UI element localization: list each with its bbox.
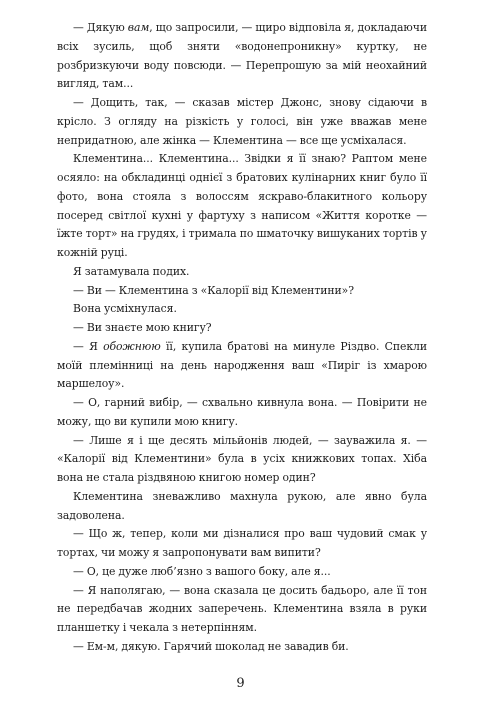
paragraph-12: — Що ж, тепер, коли ми дізналися про ваш чудовий смак у тортах, чи можу я запропонувати вам випити? (57, 527, 427, 559)
paragraph-3: Клементина... Клементина... Звідки я її знаю? Раптом мене осяяло: на обкладинці однієї з братових кулінарних книг було її фото, вона стояла з волоссям яскраво-блакитного кольору посеред світлої кухні у фартуху з написом «Життя коротке — їжте торт» на грудях, і тримала по шматочку вишуканих тортів у кожній руці. (57, 152, 427, 259)
paragraph-7: — Ви знаєте мою книгу? (73, 321, 212, 334)
paragraph-11: Клементина зневажливо махнула рукою, але явно була задоволена. (57, 489, 427, 522)
paragraph-4: Я затамувала подих. (73, 264, 190, 278)
paragraph-5: — Ви — Клементина з «Калорії від Клементини»? (73, 283, 354, 297)
paragraph-2: — Дощить, так, — сказав містер Джонс, знову сідаючи в крісло. З огляду на різкість у голосі, він уже вважав мене непридатною, але жінка — Клементина — все ще усміхалася. (57, 96, 427, 147)
paragraph-14: — Я наполягаю, — вона сказала це досить бадьоро, але її тон не передбачав жодних заперечень. Клементина взяла в руки планшетку і чекала з нетерпінням. (57, 583, 427, 634)
paragraph-1: — Дякую вам, що запросили, — щиро відповіла я, докладаючи всіх зусиль, щоб зняти «водонепроникну» куртку, не розбризкуючи воду повсюди. — Перепрошую за мій неохайний вигляд, там... (57, 21, 427, 91)
page-number: 9 (236, 676, 245, 691)
paragraph-13: — О, це дуже люб’язно з вашого боку, але я... (73, 564, 331, 578)
paragraph-8: — Я обожнюю її, купила братові на минуле Різдво. Спекли моїй племінниці на день народження ваш «Пиріг із хмарою маршелоу». (57, 339, 427, 391)
paragraph-6: Вона усміхнулася. (73, 302, 177, 316)
emphasis: вам (127, 21, 150, 34)
body-text (57, 19, 427, 657)
paragraph-10: — Лише я і ще десять мільйонів людей, — зауважила я. — «Калорії від Клементини» була в усіх книжкових топах. Хіба вона не стала різдвяною книгою номер один? (57, 433, 427, 484)
paragraph-15: — Ем-м, дякую. Гарячий шоколад не завадив би. (73, 639, 349, 653)
paragraph-9: — О, гарний вибір, — схвально кивнула вона. — Повірити не можу, що ви купили мою книгу. (57, 396, 427, 428)
emphasis: обожнюю (103, 339, 161, 353)
